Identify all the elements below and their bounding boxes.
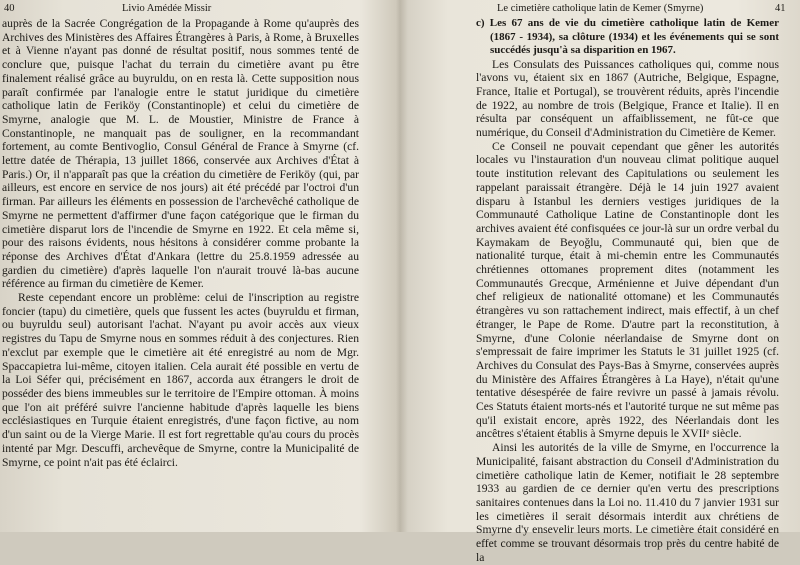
section-marker: c) (476, 17, 485, 29)
right-page-body (476, 17, 779, 565)
running-head-right: Le cimetière catholique latin de Kemer (Smyrne) (497, 3, 704, 14)
paragraph: Les Consulats des Puissances catholiques qui, comme nous l'avons vu, étaient six en 1867 (Autriche, Belgique, Espagne, France, Italie et Portugal), se trouvèrent réduits, après l'incendie de 1922, au nombre de trois (Belgique, France et Italie). Il en résulta par conséquent un affaiblissement, ne fût-ce que numérique, du Conseil d'Administration du Cimetière de Kemer. (476, 57, 779, 140)
right-page (400, 0, 800, 564)
section-heading (476, 17, 779, 58)
paragraph: auprès de la Sacrée Congrégation de la Propagande à Rome qu'auprès des Archives des Ministères des Affaires Étrangères à Paris, à Rome, à Bruxelles et à Vienne n'ayant pas donné de résultat positif, nous sommes tenté de conclure que, puisque l'achat du terrain du cimetière avant pu être finalement réalisé grâce au buyruldu, on en resta là. Cette supposition nous paraît confirmée par l'analogie entre le statut juridique du cimetière catholique latin de Feriköy (Constantinople) et celui du cimetière de Smyrne, analogie que M. L. de Moustier, Ministre de France à Constantinople, ne manquait pas de souligner, en la recommandant fortement, au comte Bentivoglio, Consul Général de France à Smyrne (cf. lettre datée de Thérapia, 13 juillet 1866, conservée aux Archives d'État à Paris.) Or, il n'apparaît pas que la création du cimetière de Feriköy (qui, par ailleurs, est encore en service de nos jours) ait été précédé par l'octroi d'un firman. Par ailleurs les éléments en possession de l'archevêché catholique de Smyrne ne permettent d'affirmer d'une façon catégorique que le firman du cimetière disparut lors de l'incendie de Smyrne en 1922. Et cela même si, pour des raisons évidents, nous hésitons à considérer comme probante la réponse des Archives d'État d'Ankara (lettre du 25.8.1959 adressée au gardien du cimetière) d'après laquelle l'on n'aurait trouvé là-bas aucune référence au firman du cimetière de Kemer. (2, 17, 359, 291)
left-page-body (2, 17, 359, 469)
page-number-left: 40 (4, 3, 15, 14)
section-heading-text: Les 67 ans de vie du cimetière catholique latin de Kemer (1867 - 1934), sa clôture (1934) et les événements qui se sont succédés jusqu'à sa disparition en 1967. (489, 17, 779, 56)
page-number-right: 41 (775, 3, 786, 14)
left-page (0, 0, 393, 532)
paragraph: Reste cependant encore un problème: celui de l'inscription au registre foncier (tapu) du cimetière, quels que fussent les actes (buyruldu et firman, ou buyruldu seul) autorisant l'achat. N'ayant pu avoir accès aux vieux registres du Tapu de Smyrne nous en sommes réduit à des conjectures. Rien n'exclut par exemple que le cimetière ait été enregistré au nom de Mgr. Spaccapietra lui-même, citoyen italien. Cela aurait été possible en vertu de la Loi Séfer qui, précisément en 1867, accorda aux étrangers le droit de posséder des biens immeubles sur le territoire de l'Empire ottoman. À moins que l'on ait préféré suivre l'ancienne habitude d'après laquelle les biens ecclésiastiques en Turquie étaient enregistrés, d'une façon fictive, au nom d'un saint ou de la Vierge Marie. Il est fort regrettable qu'au cours du procès intenté par Mgr. Descuffi, archevêque de Smyrne, contre la Municipalité de Smyrne, ce point n'ait pas été éclairci. (2, 291, 359, 469)
paragraph: Ainsi les autorités de la ville de Smyrne, en l'occurrence la Municipalité, faisant abstraction du Conseil d'Administration du cimetière catholique latin de Kemer, notifiait le 28 septembre 1933 au gardien de ce dernier qu'en vertu des prescriptions sanitaires contenues dans la Loi no. 11.410 du 7 janvier 1931 sur les cimetières il serait désormais interdit aux chrétiens de Smyrne d'y ensevelir leurs morts. Le cimetière était considéré en effet comme se trouvant désormais trop près du centre habité de la (476, 441, 779, 564)
running-head-left: Livio Amédée Missir (122, 3, 212, 14)
paragraph: Ce Conseil ne pouvait cependant que gêner les autorités locales vu l'instauration d'un nouveau climat politique auquel toute institution relevant des Capitulations ou seulement les rappelant paraissait étrangère. Déjà le 14 juin 1927 avaient disparu à Istanbul les derniers vestiges juridiques de la Communauté Catholique Latine de Constantinople dont les archives avaient été confisquées ce jour-là sur un ordre verbal du Kaymakam de Beyoğlu, Communauté qui, bien que de nationalité turque, était à mi-chemin entre les Communautés chrétiennes ottomanes proprement dites (notamment les Communautés Grecque, Arménienne et Juive dépendant d'un chef religieux de nationalité ottomane) et les Communautés étrangères vu son rattachement indirect, mais effectif, à un chef étranger, le Pape de Rome. D'autre part la reconstitution, à Smyrne, d'une Colonie néerlandaise de Smyrne dont on s'empressait de faire imprimer les Statuts le 31 juillet 1925 (cf. Archives du Consulat des Pays-Bas à Smyrne, conservées auprès du Ministère des Affaires Étrangères à La Haye), n'était qu'une tentative désespérée de faire revivre un passé à jamais révolu. Ces Statuts étaient morts-nés et l'autorité turque ne sut même pas qu'il existait encore, après 1922, des Néerlandais dont les ancêtres s'étaient établis à Smyrne depuis le XVIIᵉ siècle. (476, 139, 779, 441)
